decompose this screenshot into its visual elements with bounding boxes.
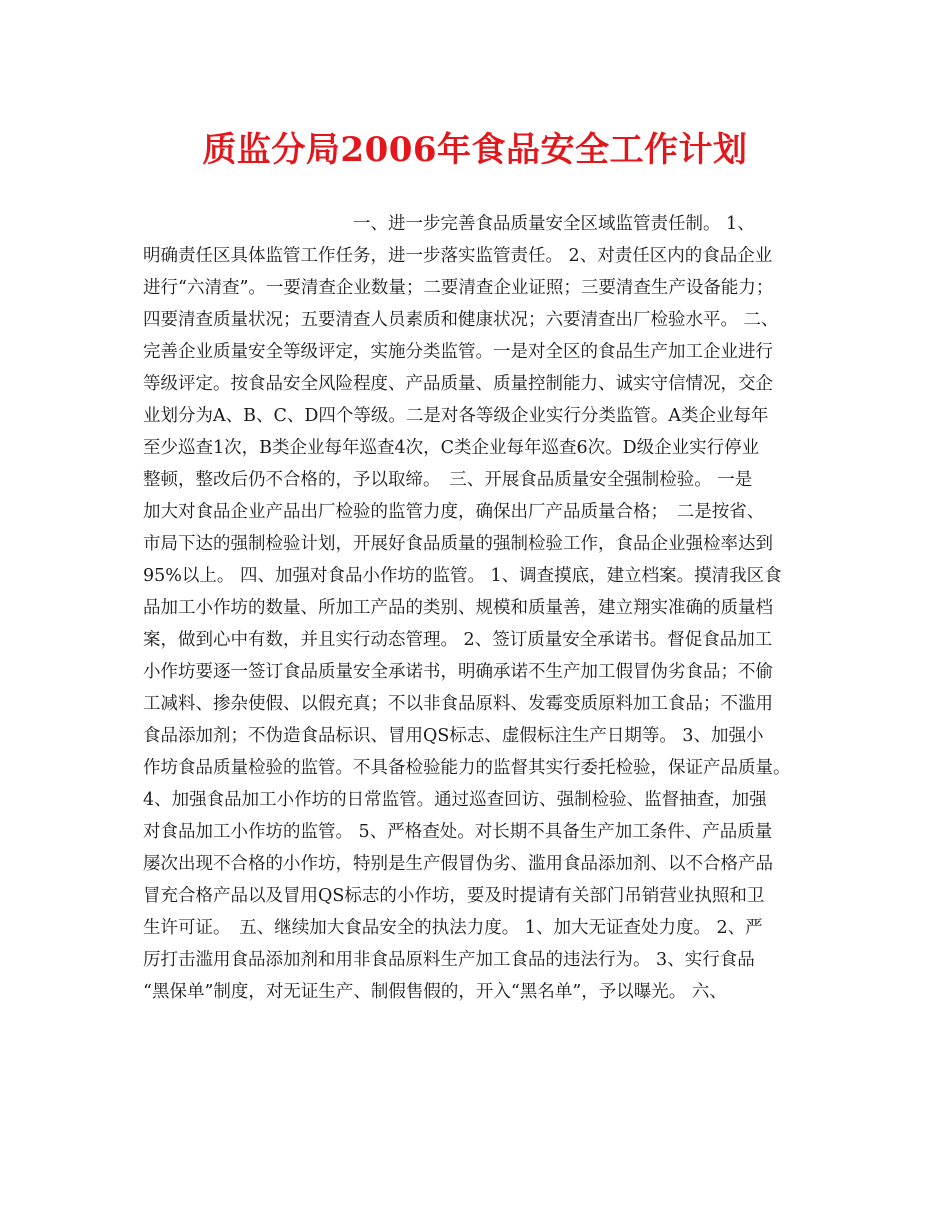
body-line: “黑保单”制度，对无证生产、制假售假的，开入“黑名单”，予以曝光。 六、 bbox=[143, 982, 727, 1002]
body-line: 屡次出现不合格的小作坊，特别是生产假冒伪劣、滥用食品添加剂、以不合格产品 bbox=[143, 854, 773, 874]
body-line: 四要清查质量状况；五要清查人员素质和健康状况；六要清查出厂检验水平。 二、 bbox=[143, 310, 779, 330]
body-line: 生许可证。 五、继续加大食品安全的执法力度。 1、加大无证查处力度。 2、严 bbox=[143, 918, 763, 938]
document-body bbox=[143, 208, 813, 1008]
document-title: 质监分局2006年食品安全工作计划 bbox=[202, 130, 748, 170]
body-line: 品加工小作坊的数量、所加工产品的类别、规模和质量善，建立翔实准确的质量档 bbox=[143, 598, 773, 618]
body-line: 加大对食品企业产品出厂检验的监管力度，确保出厂产品质量合格； 二是按省、 bbox=[143, 502, 765, 522]
body-line: 对食品加工小作坊的监管。 5、严格查处。对长期不具备生产加工条件、产品质量 bbox=[143, 822, 773, 842]
body-line: 一、进一步完善食品质量安全区域监管责任制。 1、 bbox=[143, 214, 755, 234]
body-line: 小作坊要逐一签订食品质量安全承诺书，明确承诺不生产加工假冒伪劣食品；不偷 bbox=[143, 662, 773, 682]
body-line: 厉打击滥用食品添加剂和用非食品原料生产加工食品的违法行为。 3、实行食品 bbox=[143, 950, 755, 970]
body-line: 食品添加剂；不伪造食品标识、冒用QS标志、虚假标注生产日期等。 3、加强小 bbox=[143, 726, 764, 746]
body-line: 明确责任区具体监管工作任务，进一步落实监管责任。 2、对责任区内的食品企业 bbox=[143, 246, 773, 266]
body-line: 进行“六清查”。一要清查企业数量；二要清查企业证照；三要清查生产设备能力； bbox=[143, 278, 774, 298]
body-line: 至少巡查1次，B类企业每年巡查4次，C类企业每年巡查6次。D级企业实行停业 bbox=[143, 438, 760, 458]
body-line: 工减料、掺杂使假、以假充真；不以非食品原料、发霉变质原料加工食品；不滥用 bbox=[143, 694, 773, 714]
body-line: 案，做到心中有数，并且实行动态管理。 2、签订质量安全承诺书。督促食品加工 bbox=[143, 630, 773, 650]
body-line: 业划分为A、B、C、D四个等级。二是对各等级企业实行分类监管。A类企业每年 bbox=[143, 406, 769, 426]
body-line: 市局下达的强制检验计划，开展好食品质量的强制检验工作，食品企业强检率达到 bbox=[143, 534, 773, 554]
body-line: 冒充合格产品以及冒用QS标志的小作坊，要及时提请有关部门吊销营业执照和卫 bbox=[143, 886, 765, 906]
body-line: 作坊食品质量检验的监管。不具备检验能力的监督其实行委托检验，保证产品质量。 bbox=[143, 758, 791, 778]
body-line: 等级评定。按食品安全风险程度、产品质量、质量控制能力、诚实守信情况，交企 bbox=[143, 374, 773, 394]
body-line: 4、加强食品加工小作坊的日常监管。通过巡查回访、强制检验、监督抽查，加强 bbox=[143, 790, 767, 810]
body-line: 整顿，整改后仍不合格的，予以取缔。 三、开展食品质量安全强制检验。 一是 bbox=[143, 470, 753, 490]
body-line: 完善企业质量安全等级评定，实施分类监管。一是对全区的食品生产加工企业进行 bbox=[143, 342, 773, 362]
body-line: 95%以上。 四、加强对食品小作坊的监管。 1、调查摸底，建立档案。摸清我区食 bbox=[143, 566, 782, 586]
